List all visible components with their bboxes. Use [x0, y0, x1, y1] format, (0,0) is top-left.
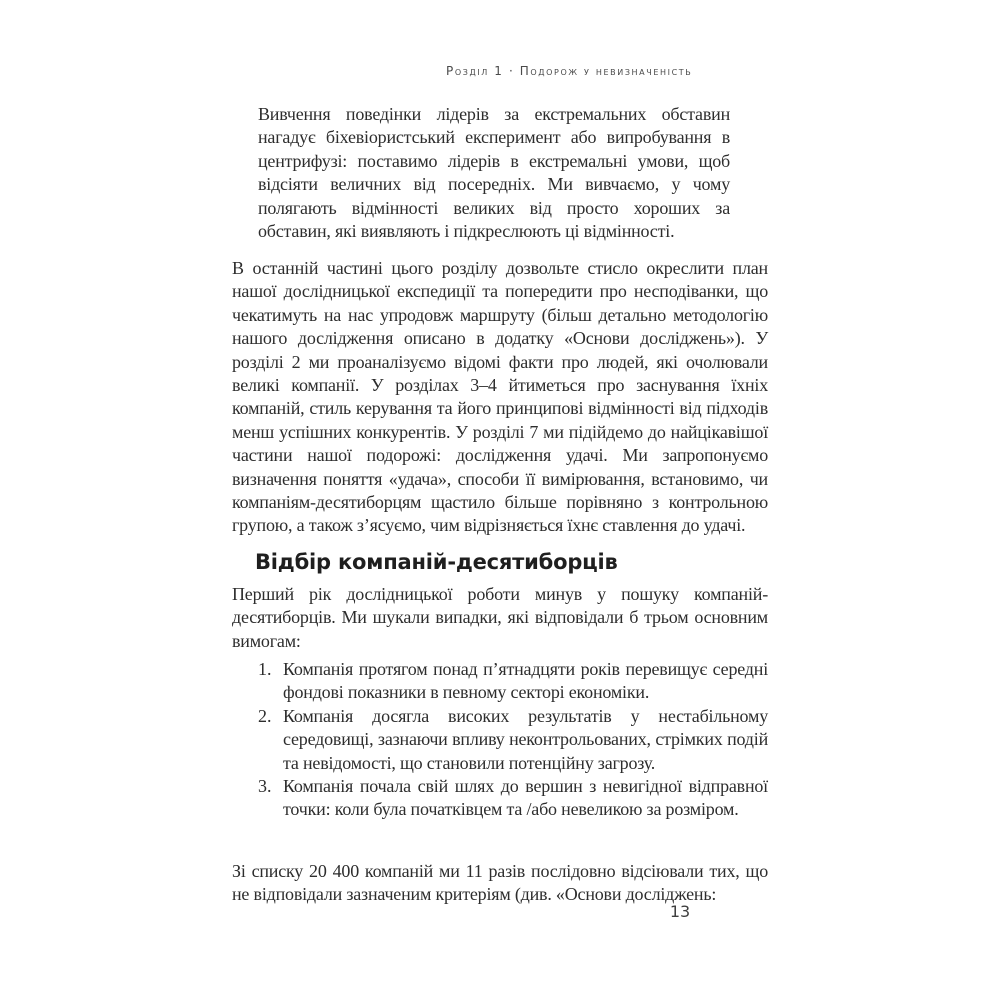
- list-item: [258, 775, 768, 822]
- list-item-text: Компанія почала свій шлях до вершин з невигідної відправної точки: коли була початківцем та /або невеликою за розміром.: [283, 776, 768, 820]
- paragraph-closing: Зі списку 20 400 компаній ми 11 разів послідовно відсіювали тих, що не відповідали зазначеним критеріям (див. «Основи досліджень:: [232, 861, 768, 905]
- section-heading: Відбір компаній-десятиборців: [255, 550, 618, 575]
- list-marker: 1.: [258, 659, 272, 679]
- list-item: [258, 705, 768, 775]
- running-head: Розділ 1 · Подорож у невизначеність: [446, 64, 693, 78]
- list-marker: 2.: [258, 705, 272, 726]
- criteria-ordered-list: [258, 658, 768, 822]
- list-item-text: Компанія досягла високих результатів у нестабільному середовищі, зазнаючи впливу неконтрольованих, стрімких подій та невідомості, що становили потенційну загрозу.: [283, 705, 768, 773]
- list-marker: 3.: [258, 776, 272, 797]
- list-item-text: Компанія протягом понад п’ятнадцяти років перевищує середні фондові показники в певному секторі економіки.: [283, 659, 768, 703]
- paragraph-selection-intro: Перший рік дослідницької роботи минув у пошуку компаній-десятиборців. Ми шукали випадки, які відповідали б трьом основним вимогам:: [232, 584, 768, 651]
- paragraph-lead: Вивчення поведінки лідерів за екстремальних обставин нагадує біхевіористський експеримент або випробування в центрифузі: поставимо лідерів в екстремальні умови, щоб відсіяти величних від посередніх. Ми вивчаємо, у чому полягають відмінності великих від просто хороших за обставин, які виявляють і підкреслюють ці відмінності.: [258, 104, 730, 242]
- list-item: [258, 658, 768, 705]
- paragraph-research-plan: В останній частині цього розділу дозвольте стисло окреслити план нашої дослідницької експедиції та попередити про несподіванки, що чекатимуть на нас упродовж маршруту (більш детально методологію нашого дослідження описано в додатку «Основи досліджень»). У розділі 2 ми проаналізуємо відомі факти про людей, які очолювали великі компанії. У розділах 3–4 йтиметься про заснування їхніх компаній, стиль керування та його принципові відмінності від підходів менш успішних конкурентів. У розділі 7 ми підійдемо до найцікавішої частини нашої подорожі: дослідження удачі. Ми запропонуємо визначення поняття «удача», способи її вимірювання, встановимо, чи компаніям-десятиборцям щастило більше порівняно з контрольною групою, а також з’ясуємо, чим відрізняється їхнє ставлення до удачі.: [232, 258, 768, 536]
- page-number: 13: [669, 902, 691, 921]
